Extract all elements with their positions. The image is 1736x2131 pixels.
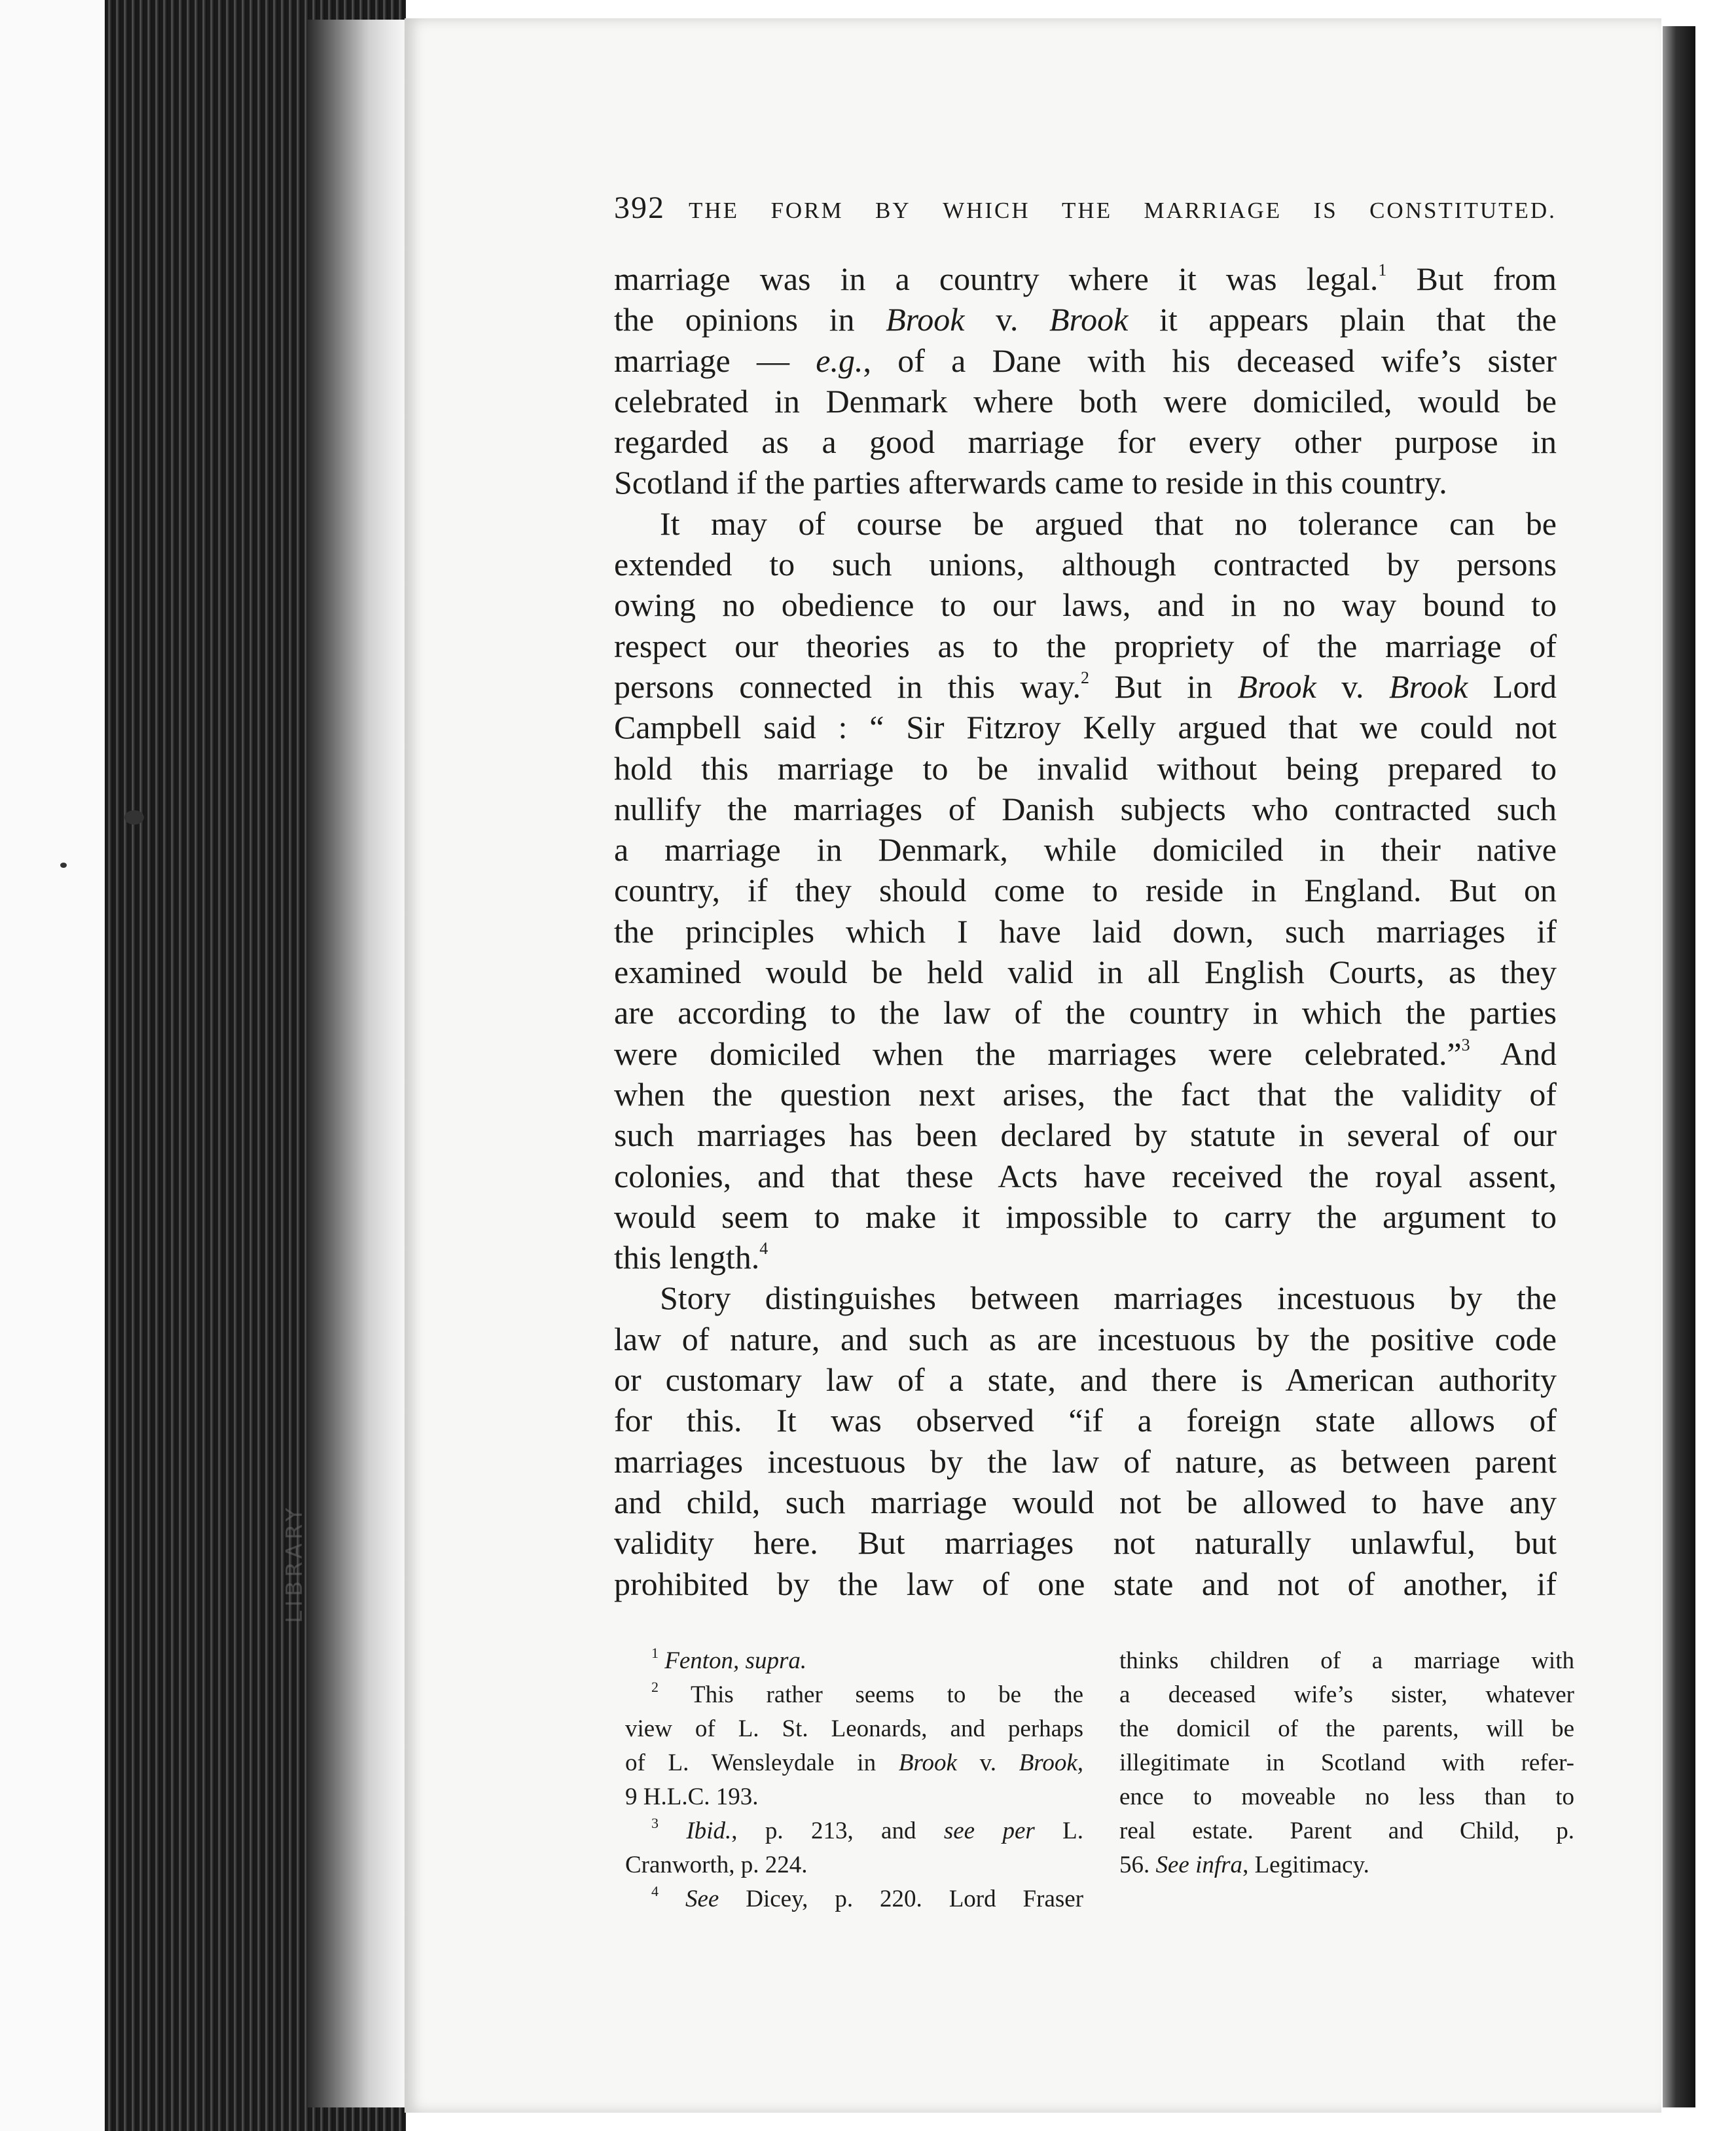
text-line — [614, 584, 1557, 625]
italic-text: Brook — [898, 1749, 957, 1776]
text-run: this length. — [614, 1239, 760, 1276]
text-run: the opinions in — [614, 301, 886, 338]
text-run: a marriage in Denmark, while domiciled in their native — [614, 831, 1557, 869]
scan-background — [0, 0, 111, 2131]
running-title-word: MARRIAGE — [1144, 198, 1282, 223]
footnote-line — [625, 1712, 1083, 1746]
text-run: the domicil of the parents, will be — [1119, 1715, 1574, 1742]
footnote-line — [1119, 1678, 1574, 1712]
text-line — [614, 952, 1557, 992]
page-number: 392 — [614, 190, 665, 225]
text-line — [614, 1482, 1557, 1522]
text-line — [614, 1441, 1557, 1482]
text-run: v. — [1316, 668, 1389, 705]
running-title-word: THE — [689, 198, 740, 223]
italic-text: e.g. — [816, 342, 863, 379]
running-header — [614, 190, 1557, 229]
footnote-ref: 1 — [1378, 260, 1387, 279]
running-title-word: CONSTITUTED. — [1369, 198, 1557, 223]
text-run: country, if they should come to reside in England. But on — [614, 872, 1557, 909]
text-run: marriages incestuous by the law of nature, as between parent — [614, 1442, 1557, 1480]
running-title-word: BY — [875, 198, 911, 223]
text-line — [614, 626, 1557, 666]
text-line — [614, 340, 1557, 381]
text-run: validity here. But marriages not naturally unlawful, but — [614, 1524, 1557, 1562]
running-title — [689, 198, 1557, 224]
footnote-line — [625, 1678, 1083, 1712]
italic-text: see per — [943, 1818, 1035, 1844]
running-title-word: WHICH — [943, 198, 1030, 223]
footnote-line — [625, 1848, 1083, 1882]
footnote-line — [625, 1644, 1083, 1678]
text-run: a deceased wife’s sister, whatever — [1119, 1681, 1574, 1708]
italic-text: Brook — [1388, 668, 1468, 705]
spine-stamp: LIBRARY — [281, 1503, 308, 1623]
text-line — [614, 259, 1557, 299]
text-line — [614, 1359, 1557, 1400]
text-line — [614, 1033, 1557, 1074]
footnotes-left-column — [625, 1644, 1083, 1916]
footnote-line — [1119, 1780, 1574, 1814]
text-run — [659, 1818, 686, 1844]
text-line — [614, 421, 1557, 462]
scan-speck — [60, 863, 67, 868]
footnote-line — [1119, 1644, 1574, 1678]
text-run: nullify the marriages of Danish subjects who contracted such — [614, 790, 1557, 827]
text-run: real estate. Parent and Child, p. — [1119, 1818, 1574, 1844]
text-run: celebrated in Denmark where both were domiciled, would be — [614, 382, 1557, 420]
running-title-word: THE — [1062, 198, 1113, 223]
text-line — [614, 1074, 1557, 1115]
footnote-ref: 2 — [651, 1679, 659, 1695]
footnote-ref: 1 — [651, 1645, 659, 1661]
text-run: owing no obedience to our laws, and in no way bound to — [614, 586, 1557, 624]
text-line — [614, 1237, 1557, 1278]
text-run: marriage — — [614, 342, 816, 379]
text-line — [614, 1522, 1557, 1563]
italic-text: Brook — [1049, 301, 1129, 338]
text-line — [614, 1156, 1557, 1196]
text-run: when the question next arises, the fact that the validity of — [614, 1075, 1557, 1113]
text-run: colonies, and that these Acts have received the royal assent, — [614, 1157, 1557, 1194]
text-run: But from — [1386, 260, 1557, 297]
text-run: Story distinguishes between marriages incestuous by the — [660, 1280, 1557, 1317]
text-line — [614, 544, 1557, 584]
footnote-line — [625, 1882, 1083, 1916]
text-run: Campbell said : “ Sir Fitzroy Kelly argued that we could not — [614, 709, 1557, 746]
text-line — [614, 1400, 1557, 1441]
footnote-line — [625, 1814, 1083, 1848]
text-run: and child, such marriage would not be allowed to have any — [614, 1483, 1557, 1520]
running-title-word: FORM — [770, 198, 844, 223]
text-run: view of L. St. Leonards, and perhaps — [625, 1715, 1083, 1742]
text-run: This rather seems to be the — [659, 1681, 1083, 1708]
text-line — [614, 707, 1557, 747]
text-line — [614, 666, 1557, 707]
footnote-line — [625, 1746, 1083, 1780]
italic-text: See — [685, 1886, 719, 1912]
text-line — [614, 462, 1557, 503]
text-run: v. — [956, 1749, 1019, 1776]
text-run — [659, 1647, 664, 1674]
footnote-ref: 4 — [759, 1239, 769, 1259]
text-run: 9 H.L.C. 193. — [625, 1783, 759, 1810]
text-run: prohibited by the law of one state and not of another, if — [614, 1565, 1557, 1602]
text-run: Dicey, p. 220. Lord Fraser — [719, 1886, 1084, 1912]
text-run: for this. It was observed “if a foreign state allows of — [614, 1402, 1557, 1439]
text-line — [614, 992, 1557, 1033]
text-run: or customary law of a state, and there is American authority — [614, 1361, 1557, 1399]
text-run: But in — [1089, 668, 1238, 705]
text-line — [614, 789, 1557, 829]
text-line — [614, 299, 1557, 340]
text-run: , of a Dane with his deceased wife’s sister — [863, 342, 1557, 379]
text-run: Cranworth, p. 224. — [625, 1852, 808, 1878]
text-run: law of nature, and such as are incestuous by the positive code — [614, 1320, 1557, 1357]
text-run: , p. 213, and — [731, 1818, 944, 1844]
text-run: extended to such unions, although contracted by persons — [614, 546, 1557, 583]
footnote-ref: 2 — [1080, 668, 1089, 687]
footnote-line — [1119, 1848, 1574, 1882]
footnote-line — [625, 1780, 1083, 1814]
text-line — [614, 1319, 1557, 1359]
text-run: of L. Wensleydale in — [625, 1749, 899, 1776]
text-run: the principles which I have laid down, such marriages if — [614, 912, 1557, 950]
text-run: were domiciled when the marriages were celebrated.” — [614, 1035, 1462, 1072]
footnote-line — [1119, 1746, 1574, 1780]
book-gutter — [308, 20, 406, 2107]
text-run: v. — [964, 301, 1049, 338]
footnote-ref: 4 — [651, 1883, 659, 1899]
text-run: such marriages has been declared by statute in several of our — [614, 1117, 1557, 1154]
text-run: And — [1470, 1035, 1557, 1072]
text-line — [614, 1115, 1557, 1155]
text-line — [614, 1196, 1557, 1237]
footnote-line — [1119, 1814, 1574, 1848]
text-run: , Legitimacy. — [1242, 1852, 1369, 1878]
text-run: Scotland if the parties afterwards came to reside in this country. — [614, 464, 1447, 501]
text-run: regarded as a good marriage for every other purpose in — [614, 423, 1557, 461]
main-text — [614, 259, 1557, 1604]
text-run: respect our theories as to the propriety of the marriage of — [614, 627, 1557, 664]
text-line — [614, 829, 1557, 870]
text-run: hold this marriage to be invalid without being prepared to — [614, 749, 1557, 787]
footnotes-right-column — [1119, 1644, 1574, 1882]
text-run: marriage was in a country where it was legal. — [614, 260, 1379, 297]
text-run: Lord — [1468, 668, 1557, 705]
text-line — [614, 870, 1557, 910]
text-line — [614, 911, 1557, 952]
text-line — [614, 503, 1557, 544]
text-run: are according to the law of the country in which the parties — [614, 994, 1557, 1031]
text-run: thinks children of a marriage with — [1119, 1647, 1574, 1674]
text-run: persons connected in this way. — [614, 668, 1081, 705]
running-title-word: IS — [1313, 198, 1338, 223]
text-run: 56. — [1119, 1852, 1156, 1878]
text-line — [614, 381, 1557, 421]
text-line — [614, 748, 1557, 789]
text-run — [659, 1886, 685, 1912]
text-run: illegitimate in Scotland with refer- — [1119, 1749, 1574, 1776]
text-line — [614, 1564, 1557, 1604]
italic-text: Ibid. — [686, 1818, 732, 1844]
text-run: would seem to make it impossible to carry the argument to — [614, 1198, 1557, 1235]
text-run: examined would be held valid in all English Courts, as they — [614, 954, 1557, 991]
scan-speck — [124, 810, 144, 825]
footnote-line — [1119, 1712, 1574, 1746]
italic-text: See infra — [1155, 1852, 1243, 1878]
footnote-ref: 3 — [1461, 1035, 1470, 1054]
text-run: It may of course be argued that no tolerance can be — [660, 505, 1557, 542]
footnote-ref: 3 — [651, 1815, 659, 1831]
right-page-edge — [1663, 26, 1695, 2107]
text-run: L. — [1034, 1818, 1083, 1844]
text-line — [614, 1278, 1557, 1318]
italic-text: Fenton, supra. — [664, 1647, 807, 1674]
italic-text: Brook — [886, 301, 965, 338]
text-run: ence to moveable no less than to — [1119, 1783, 1574, 1810]
italic-text: Brook — [1237, 668, 1316, 705]
italic-text: Brook, — [1019, 1749, 1083, 1776]
text-run: it appears plain that the — [1128, 301, 1557, 338]
